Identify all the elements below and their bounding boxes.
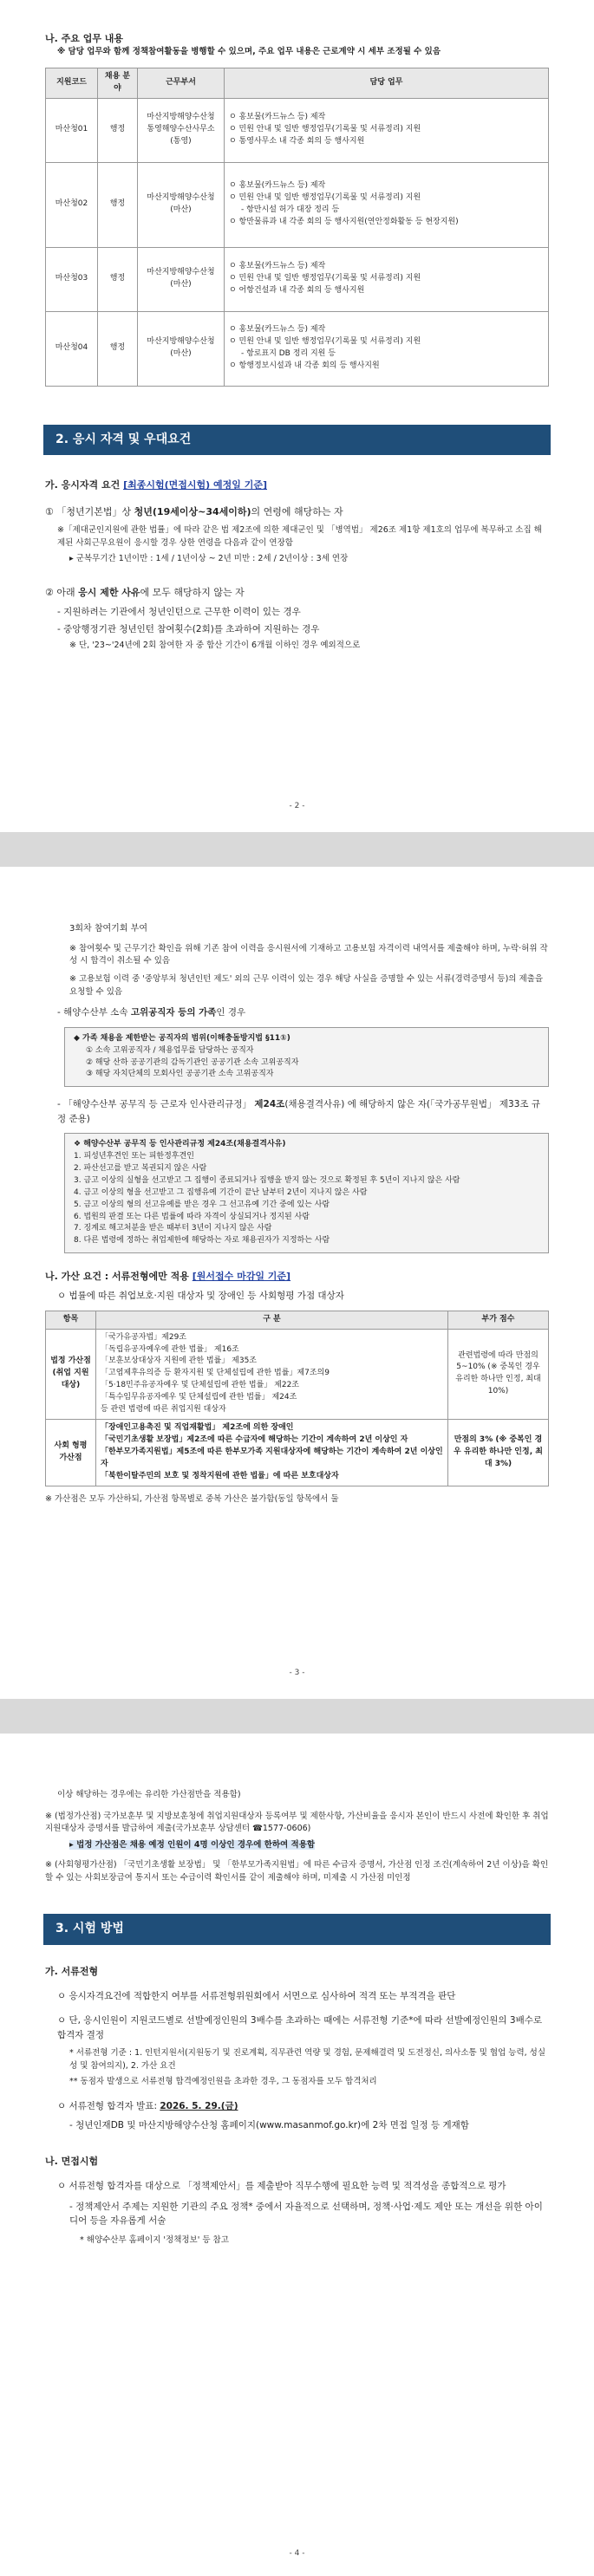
box-line: 5. 금고 이상의 형의 선고유예를 받은 경우 그 선고유예 기간 중에 있는 사람: [74, 1200, 330, 1209]
duty-line: ㅇ 민원 안내 및 일반 행정업무(기록물 및 서류정리) 지원: [229, 337, 421, 347]
review-line: ㅇ 응시자격요건에 적합한지 여부를 서류전형위원회에서 서면으로 심사하여 적격 또는 부적격을 판단: [57, 1991, 456, 2002]
section-title-eligibility: 2. 응시 자격 및 우대요건: [43, 425, 551, 456]
subheading-criteria: [원서접수 마감일 기준]: [192, 1271, 291, 1283]
cell-score: 만점의 3% (※ 중복인 경우 유리한 하나만 인정, 최대 3%): [448, 1420, 549, 1486]
duty-line: ㅇ 항행정보시설과 내 각종 회의 등 행사지원: [229, 361, 380, 371]
continued-text: 3회차 참여기회 부여: [69, 924, 147, 933]
duties-table: [45, 68, 549, 387]
th-category: 항목: [46, 1311, 96, 1329]
duty-line: ㅇ 홍보물(카드뉴스 등) 제작: [229, 262, 326, 271]
duty-line: ㅇ 홍보물(카드뉴스 등) 제작: [229, 181, 326, 191]
th-duties: 담당 업무: [225, 68, 549, 98]
cell-code: 마산청01: [46, 98, 98, 162]
th-field: 채용 분야: [98, 68, 138, 98]
item-text: 아래: [56, 586, 75, 598]
item-bold: 응시 제한 사유: [78, 586, 140, 598]
box-title: ❖ 해양수산부 공무직 등 인사관리규정 제24조(채용결격사유): [74, 1139, 286, 1148]
cell-duties: [225, 162, 549, 247]
item-disqualification: [45, 1097, 549, 1126]
duty-line: - 항로표지 DB 정리 지원 등: [241, 349, 336, 359]
subheading-text: 나. 가산 요건 : 서류전형에만 적용: [45, 1271, 189, 1283]
box-line: 8. 다른 법령에 정하는 취업제한에 해당하는 자로 채용권자가 지정하는 사람: [74, 1236, 330, 1246]
box-line: 1. 피성년후견인 또는 피한정후견인: [74, 1151, 194, 1161]
subheading-bonus: [45, 1269, 549, 1284]
note-exception: ※ 단, '23~'24년에 2회 참여한 자 중 합산 기간이 6개월 이하인 경우 예외적으로: [69, 641, 361, 651]
law-line: 「5·18민주유공자예우 및 단체설립에 관한 법률」 제22조: [101, 1381, 299, 1390]
note-insurance: ※ 고용보험 이력 중 '중앙부처 청년인턴 제도' 외의 근무 이력이 있는 경우 해당 사실을 증명할 수 있는 서류(경력증명서 등)의 제출을 요청할 수 있음: [69, 973, 544, 997]
table-header-row: [46, 68, 549, 98]
item-family: [45, 1005, 549, 1019]
review-line: ㅇ 단, 응시인원이 지원코드별로 선발예정인원의 3배수를 초과하는 때에는 서류전형 기준*에 따라 선발예정인원의 3배수로 합격자 결정: [57, 2015, 543, 2040]
note-duplicate-bonus: ※ 가산점은 모두 가산하되, 가산점 항목별로 중복 가산은 불가함(동일 항목에서 둘: [45, 1493, 339, 1504]
cell-dept: 마산지방해양수산청 (마산): [138, 311, 225, 386]
item-text: 인 경우: [216, 1007, 246, 1018]
th-dept: 근무부서: [138, 68, 225, 98]
th-division: 구 분: [96, 1311, 448, 1329]
subheading-text: 가. 응시자격 요건: [45, 479, 121, 491]
box-line: 6. 법원의 판결 또는 다른 법률에 따라 자격이 상실되거나 정지된 사람: [74, 1212, 310, 1221]
note-duties: ※ 담당 업무와 함께 정책참여활동을 병행할 수 있으며, 주요 업무 내용은 근로계약 시 세부 조정될 수 있음: [57, 47, 441, 57]
item-text: 의 연령에 해당하는 자: [251, 506, 343, 518]
cell-score: 관련법령에 따라 만점의 5~10% (※ 중복인 경우 유리한 하나만 인정, 최대 10%): [448, 1329, 549, 1420]
cell-items: [96, 1329, 448, 1420]
interview-line: ㅇ 서류전형 합격자를 대상으로 「정책제안서」를 제출받아 직무수행에 필요한 능력 및 적격성을 종합적으로 평가: [57, 2180, 506, 2191]
family-restriction-box: [64, 1027, 549, 1088]
th-score: 부가 점수: [448, 1311, 549, 1329]
page-number: - 2 -: [289, 802, 305, 810]
restriction-line: - 중앙행정기관 청년인턴 참여횟수(2회)를 초과하여 지원하는 경우: [57, 623, 320, 634]
law-line: 「장애인고용촉진 및 직업재활법」 제2조에 의한 장애인: [101, 1423, 294, 1433]
law-line: 「특수임무유공자예우 및 단체설립에 관한 법률」 제24조: [101, 1393, 297, 1402]
cell-dept: 마산지방해양수산청 (마산): [138, 247, 225, 311]
table-row: [46, 311, 549, 386]
duty-line: ㅇ 홍보물(카드뉴스 등) 제작: [229, 325, 326, 335]
note-age-extension: ※「제대군인지원에 관한 법률」에 따라 같은 법 제2조에 의한 제대군인 및 「병역법」 제26조 제1항 제1호의 업무에 복무하고 소집 해제된 사회근무요원이 응시할 경우 상한 연령을 다음과 같이 연장함: [57, 525, 542, 549]
highlight-text: ▸ 법정 가산점은 채용 예정 인원이 4명 이상인 경우에 한하여 적용함: [69, 1840, 316, 1851]
duty-line: ㅇ 홍보물(카드뉴스 등) 제작: [229, 113, 326, 122]
review-tie-note: ** 동점자 발생으로 서류전형 합격예정인원을 초과한 경우, 그 동점자를 모두 합격처리: [69, 2077, 377, 2087]
table-row: [46, 247, 549, 311]
box-line: ① 소속 고위공직자 / 채용업무를 담당하는 공직자: [86, 1045, 254, 1055]
box-line: 7. 징계로 해고처분을 받은 때부터 3년이 지나지 않은 사람: [74, 1224, 272, 1233]
note-military: ▸ 군복무기간 1년이만 : 1세 / 1년이상 ~ 2년 미만 : 2세 / 2년이상 : 3세 연장: [69, 553, 349, 563]
law-line: 「보훈보상대상자 지원에 관한 법률」 제35조: [101, 1356, 258, 1366]
law-line: 「북한이탈주민의 보호 및 정착지원에 관한 법률」에 따른 보호대상자: [101, 1471, 339, 1480]
item-text: - 해양수산부 소속: [57, 1007, 128, 1018]
restriction-line: - 지원하려는 기관에서 청년인턴으로 근무한 이력이 있는 경우: [57, 606, 301, 617]
cell-dept: 마산지방해양수산청 (마산): [138, 162, 225, 247]
page-number: - 3 -: [289, 1669, 305, 1677]
result-date: 2026. 5. 29.(금): [160, 2101, 238, 2111]
table-row: [46, 1420, 549, 1486]
item-number: ①: [45, 506, 54, 518]
item-bold: 제24조: [254, 1099, 285, 1110]
box-line: ③ 해당 자치단체의 모회사인 공공기관 소속 고위공직자: [86, 1070, 274, 1079]
item-age: [45, 504, 549, 519]
bonus-intro: ㅇ 법률에 따른 취업보호·지원 대상자 및 장애인 등 사회형평 가점 대상자: [57, 1291, 344, 1302]
note-social-bonus: ※ (사회형평가산점) 「국민기초생활 보장법」 및 「한부모가족지원법」에 따른 수급자 증명서, 가산점 인정 조건(계속하여 2년 이상)을 확인할 수 있는 사회보장급여 통지서 또는 수급이력 확인서를 같이 제출해야 하며, 미제출 시 가산점 미인정: [45, 1859, 549, 1883]
bonus-table: [45, 1311, 549, 1486]
interview-note: * 해양수산부 홈페이지 '정책정보' 등 참고: [80, 2235, 229, 2246]
cell-category: 사회 형평 가산점: [46, 1420, 96, 1486]
subheading-interview: 나. 면접시험: [45, 2155, 99, 2167]
note-participation: ※ 참여횟수 및 근무기간 확인을 위해 기존 참여 이력을 응시원서에 기재하고 고용보험 자격이력 내역서를 제출해야 하며, 누락·허위 작성 시 합격이 취소될 수 있음: [69, 943, 548, 966]
document-page-3: [0, 867, 594, 1699]
cell-items: [96, 1420, 448, 1486]
duty-line: - 항만시설 허가 대장 정리 등: [241, 205, 340, 215]
cell-code: 마산청04: [46, 311, 98, 386]
box-title: ◆ 가족 채용을 제한받는 공직자의 범위(이해충돌방지법 §11①): [74, 1033, 290, 1043]
subheading-document-review: 가. 서류전형: [45, 1966, 99, 1977]
cell-duties: [225, 311, 549, 386]
law-line: 「한부모가족지원법」제5조에 따른 한부모가족 지원대상자에 해당하는 기간이 계속하여 2년 이상인 자: [101, 1447, 443, 1468]
item-bold: 청년(19세이상~34세이하): [134, 506, 251, 518]
note-legal-bonus-highlight: [45, 1839, 549, 1852]
law-line: 「독립유공자예우에 관한 법률」 제16조: [101, 1344, 239, 1354]
heading-main-duties: 나. 주요 업무 내용: [45, 33, 124, 44]
cell-category: 법정 가산점 (취업 지원 대상): [46, 1329, 96, 1420]
box-line: 4. 금고 이상의 형을 선고받고 그 집행유예 기간이 끝난 날부터 2년이 지나지 않은 사람: [74, 1187, 368, 1197]
cell-code: 마산청03: [46, 247, 98, 311]
item-text: 「청년기본법」상: [56, 506, 132, 518]
box-line: 2. 파산선고를 받고 복권되지 않은 사람: [74, 1163, 207, 1173]
duty-line: ㅇ 어항건설과 내 각종 회의 등 행사지원: [229, 286, 365, 296]
disqualification-box: [64, 1133, 549, 1253]
cell-dept: 마산지방해양수산청 통영해양수산사무소 (통영): [138, 98, 225, 162]
review-criteria-note: * 서류전형 기준 : 1. 인턴지원서(지원동기 및 진로계획, 직무관련 역량 및 경험, 문제해결력 및 도전정신, 의사소통 및 협업 능력, 성실성 및 참여의지), 2. 가산 요건: [69, 2047, 546, 2071]
box-line: ② 해당 산하 공공기관의 감독기관인 공공기관 소속 고위공직자: [86, 1057, 299, 1067]
law-line: 「국가유공자법」제29조: [101, 1332, 187, 1342]
cell-field: 행정: [98, 247, 138, 311]
cell-code: 마산청02: [46, 162, 98, 247]
duty-line: ㅇ 통영사무소 내 각종 회의 등 행사지원: [229, 137, 365, 146]
table-row: [46, 98, 549, 162]
review-result-detail: - 청년인재DB 및 마산지방해양수산청 홈페이지(www.masanmof.go.kr)에 2차 면접 일정 등 게재함: [69, 2120, 469, 2131]
duty-line: ㅇ 민원 안내 및 일반 행정업무(기록물 및 서류정리) 지원: [229, 274, 421, 283]
table-header-row: [46, 1311, 549, 1329]
continued-text: 이상 해당하는 경우에는 유리한 가산점만을 적용함): [57, 1790, 241, 1799]
document-page-2: [0, 0, 594, 832]
cell-field: 행정: [98, 162, 138, 247]
item-restrictions: [45, 585, 549, 600]
result-label: ㅇ 서류전형 합격자 발표:: [57, 2101, 157, 2111]
interview-proposal-line: - 정책제안서 주제는 지원한 기관의 주요 정책* 중에서 자율적으로 선택하며, 정책·사업·제도 제안 또는 개선을 위한 아이디어 등을 자유롭게 서술: [69, 2201, 543, 2227]
section-title-exam: 3. 시험 방법: [43, 1914, 551, 1945]
subheading-criteria: [최종시험(면접시험) 예정일 기준]: [123, 479, 267, 491]
law-line: 「고엽제후유의증 등 환자지원 및 단체설립에 관한 법률」제7조의9: [101, 1369, 330, 1378]
cell-duties: [225, 247, 549, 311]
review-result-date: [45, 2099, 549, 2113]
item-bold: 고위공직자 등의 가족: [130, 1007, 217, 1018]
th-code: 지원코드: [46, 68, 98, 98]
cell-field: 행정: [98, 311, 138, 386]
page-number: - 4 -: [289, 2549, 305, 2558]
duty-line: ㅇ 민원 안내 및 일반 행정업무(기록물 및 서류정리) 지원: [229, 125, 421, 134]
table-row: [46, 162, 549, 247]
table-row: [46, 1329, 549, 1420]
note-legal-bonus: ※ (법정가산점) 국가보훈부 및 지방보훈청에 취업지원대상자 등록여부 및 제한사항, 가산비율을 응시자 본인이 반드시 사전에 확인한 후 취업지원대상자 증명서를 발급하여 제출(국가보훈부 상담센터 ☎1577-0606): [45, 1811, 549, 1834]
cell-duties: [225, 98, 549, 162]
item-text: - 「해양수산부 공무직 등 근로자 인사관리규정」: [57, 1099, 252, 1110]
item-text: 에 모두 해당하지 않는 자: [140, 586, 245, 598]
box-line: 3. 금고 이상의 실형을 선고받고 그 집행이 종료되거나 집행을 받지 않는 것으로 확정된 후 5년이 지나지 않은 사람: [74, 1175, 460, 1185]
law-line: 「국민기초생활 보장법」제2조에 따른 수급자에 해당하는 기간이 계속하여 2년 이상인 자: [101, 1435, 408, 1445]
item-number: ②: [45, 586, 54, 598]
duty-line: ㅇ 항만물류과 내 각종 회의 등 행사지원(연안정화활동 등 현장지원): [229, 218, 459, 227]
subheading-eligibility: [45, 478, 549, 492]
item-text: (채용결격사유) 에 해당하지 않은 자(「국가공무원법」 제33조 규정 준용): [57, 1099, 541, 1124]
duty-line: ㅇ 민원 안내 및 일반 행정업무(기록물 및 서류정리) 지원: [229, 193, 421, 203]
document-page-4: [0, 1734, 594, 2576]
law-line: 등 관련 법령에 따른 취업지원 대상자: [101, 1405, 226, 1415]
cell-field: 행정: [98, 98, 138, 162]
